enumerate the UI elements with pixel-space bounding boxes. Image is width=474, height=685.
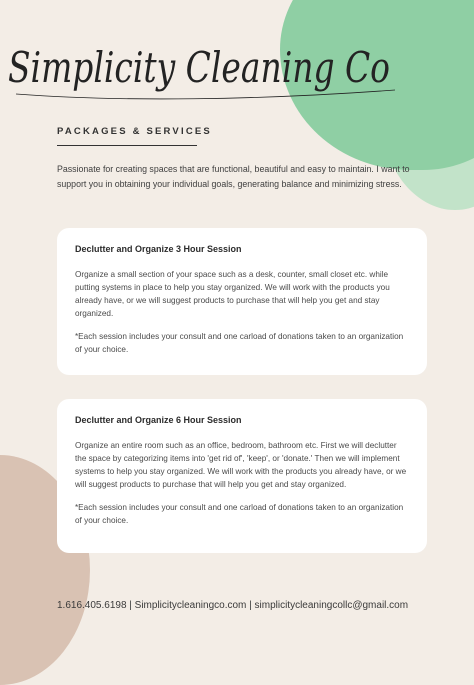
intro-text: Passionate for creating spaces that are functional, beautiful and easy to maintain. I want to support you in obtaining your individual goals, generating balance and minimizing stress. [57, 164, 410, 189]
package-description: Organize an entire room such as an office, bedroom, bathroom etc. First we will declutter the space by categorizing items into 'get rid of', 'keep', or 'donate.' Then we will implement systems to help you stay organized. We will work with the products you already have, or we will suggest products to purchase that will help you get and stay organized. [75, 441, 407, 489]
page-subtitle: PACKAGES & SERVICES [57, 126, 212, 137]
package-card [57, 228, 427, 375]
package-title: Declutter and Organize 3 Hour Session [75, 244, 242, 254]
package-card [57, 399, 427, 553]
package-description: Organize a small section of your space such as a desk, counter, small closet etc. while putting systems in place to help you stay organized. We will work with the products you already have, or we will suggest products to purchase that will help you get and stay organized. [75, 270, 390, 318]
package-note: *Each session includes your consult and one carload of donations taken to an organization of your choice. [75, 332, 404, 354]
package-note: *Each session includes your consult and one carload of donations taken to an organization of your choice. [75, 503, 404, 525]
contact-footer: 1.616.405.6198 | Simplicitycleaningco.com | simplicitycleaningcollc@gmail.com [57, 600, 409, 611]
brand-logo-text: Simplicity Cleaning Co [8, 43, 390, 92]
brand-logo [0, 30, 474, 110]
subtitle-underline [57, 145, 197, 146]
package-title: Declutter and Organize 6 Hour Session [75, 415, 242, 425]
